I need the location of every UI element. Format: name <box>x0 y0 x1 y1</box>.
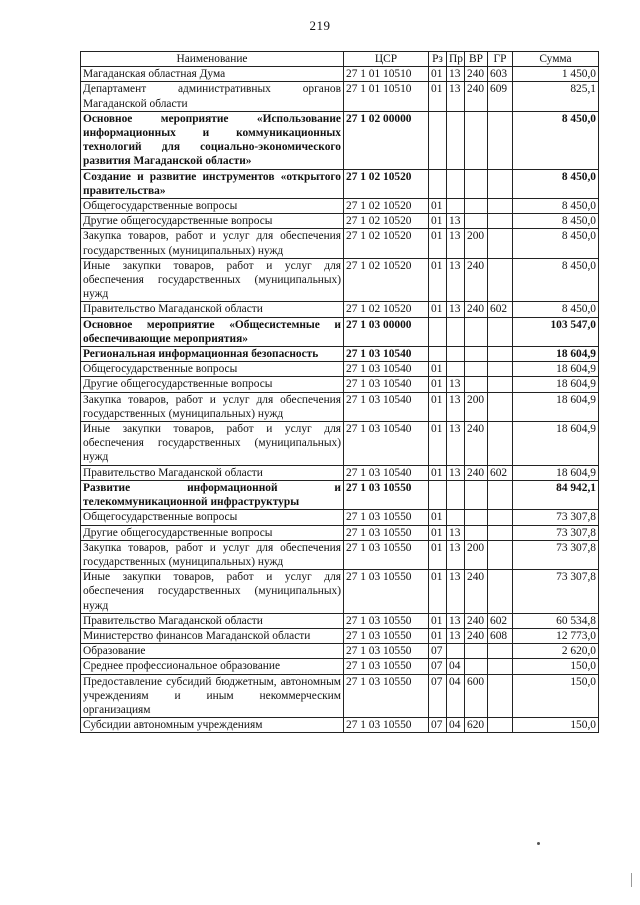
row-pr: 13 <box>447 377 465 392</box>
table-row <box>81 465 599 480</box>
row-pr: 13 <box>447 613 465 628</box>
row-gr <box>488 258 513 302</box>
row-gr <box>488 214 513 229</box>
row-rz: 07 <box>429 659 447 674</box>
row-gr <box>488 570 513 614</box>
row-amount: 8 450,0 <box>513 302 599 317</box>
budget-table <box>80 51 599 733</box>
row-rz: 07 <box>429 718 447 733</box>
table-row <box>81 718 599 733</box>
row-amount: 8 450,0 <box>513 214 599 229</box>
row-gr: 603 <box>488 67 513 82</box>
row-name: Магаданская областная Дума <box>81 67 344 82</box>
table-row <box>81 82 599 111</box>
row-csr: 27 1 03 10540 <box>344 377 429 392</box>
row-amount: 18 604,9 <box>513 465 599 480</box>
row-csr: 27 1 03 10550 <box>344 628 429 643</box>
row-name: Развитие информационной и телекоммуникационной инфраструктуры <box>81 480 344 509</box>
table-row <box>81 302 599 317</box>
row-vr <box>465 169 488 198</box>
row-gr: 602 <box>488 465 513 480</box>
row-name: Закупка товаров, работ и услуг для обеспечения государственных (муниципальных) нужд <box>81 540 344 569</box>
row-name: Другие общегосударственные вопросы <box>81 214 344 229</box>
row-csr: 27 1 02 10520 <box>344 169 429 198</box>
row-name: Иные закупки товаров, работ и услуг для обеспечения государственных (муниципальных) нужд <box>81 422 344 466</box>
row-csr: 27 1 03 10550 <box>344 480 429 509</box>
row-csr: 27 1 03 10550 <box>344 570 429 614</box>
table-row <box>81 480 599 509</box>
row-csr: 27 1 03 10550 <box>344 510 429 525</box>
row-rz: 01 <box>429 525 447 540</box>
row-vr <box>465 362 488 377</box>
row-pr <box>447 510 465 525</box>
row-csr: 27 1 03 10540 <box>344 362 429 377</box>
row-pr: 13 <box>447 214 465 229</box>
row-name: Закупка товаров, работ и услуг для обеспечения государственных (муниципальных) нужд <box>81 229 344 258</box>
row-vr: 240 <box>465 613 488 628</box>
row-gr <box>488 718 513 733</box>
table-row <box>81 392 599 421</box>
row-name: Создание и развитие инструментов «открытого правительства» <box>81 169 344 198</box>
row-rz <box>429 169 447 198</box>
table-row <box>81 510 599 525</box>
row-pr: 13 <box>447 628 465 643</box>
table-row <box>81 659 599 674</box>
table-row <box>81 67 599 82</box>
header-gr: ГР <box>488 52 513 67</box>
row-pr <box>447 169 465 198</box>
row-csr: 27 1 02 10520 <box>344 199 429 214</box>
row-name: Общегосударственные вопросы <box>81 510 344 525</box>
row-vr: 200 <box>465 392 488 421</box>
header-csr: ЦСР <box>344 52 429 67</box>
row-name: Правительство Магаданской области <box>81 613 344 628</box>
row-vr <box>465 111 488 169</box>
row-gr <box>488 169 513 198</box>
row-csr: 27 1 03 10550 <box>344 674 429 718</box>
row-pr: 04 <box>447 718 465 733</box>
row-csr: 27 1 03 00000 <box>344 317 429 346</box>
row-rz <box>429 347 447 362</box>
row-name: Министерство финансов Магаданской области <box>81 628 344 643</box>
row-amount: 18 604,9 <box>513 377 599 392</box>
row-rz: 01 <box>429 199 447 214</box>
table-row <box>81 317 599 346</box>
row-gr <box>488 422 513 466</box>
row-rz: 01 <box>429 229 447 258</box>
row-amount: 84 942,1 <box>513 480 599 509</box>
row-vr: 240 <box>465 258 488 302</box>
row-amount: 18 604,9 <box>513 392 599 421</box>
row-gr <box>488 659 513 674</box>
row-rz: 01 <box>429 302 447 317</box>
table-row <box>81 525 599 540</box>
row-amount: 73 307,8 <box>513 570 599 614</box>
row-vr: 240 <box>465 422 488 466</box>
row-csr: 27 1 03 10550 <box>344 613 429 628</box>
row-vr: 620 <box>465 718 488 733</box>
row-gr <box>488 377 513 392</box>
table-row <box>81 347 599 362</box>
table-row <box>81 258 599 302</box>
row-rz: 01 <box>429 362 447 377</box>
row-csr: 27 1 03 10550 <box>344 659 429 674</box>
row-vr: 240 <box>465 465 488 480</box>
row-pr: 13 <box>447 465 465 480</box>
row-vr <box>465 510 488 525</box>
row-csr: 27 1 03 10550 <box>344 718 429 733</box>
row-name: Иные закупки товаров, работ и услуг для обеспечения государственных (муниципальных) нужд <box>81 258 344 302</box>
page-number: 219 <box>309 18 331 33</box>
header-row <box>81 52 599 67</box>
row-csr: 27 1 02 10520 <box>344 214 429 229</box>
row-name: Основное мероприятие «Общесистемные и обеспечивающие мероприятия» <box>81 317 344 346</box>
row-pr: 13 <box>447 302 465 317</box>
row-pr <box>447 644 465 659</box>
row-rz: 07 <box>429 644 447 659</box>
row-csr: 27 1 02 10520 <box>344 229 429 258</box>
row-name: Правительство Магаданской области <box>81 302 344 317</box>
row-amount: 18 604,9 <box>513 422 599 466</box>
row-rz: 01 <box>429 613 447 628</box>
header-name: Наименование <box>81 52 344 67</box>
row-amount: 8 450,0 <box>513 258 599 302</box>
row-amount: 8 450,0 <box>513 229 599 258</box>
table-row <box>81 422 599 466</box>
table-row <box>81 111 599 169</box>
row-name: Предоставление субсидий бюджетным, автономным учреждениям и иным некоммерческим организациям <box>81 674 344 718</box>
row-gr <box>488 199 513 214</box>
row-name: Другие общегосударственные вопросы <box>81 377 344 392</box>
row-vr <box>465 377 488 392</box>
row-vr: 200 <box>465 229 488 258</box>
header-vr: ВР <box>465 52 488 67</box>
row-csr: 27 1 03 10550 <box>344 540 429 569</box>
row-name: Образование <box>81 644 344 659</box>
row-rz: 07 <box>429 674 447 718</box>
row-vr: 240 <box>465 570 488 614</box>
row-gr <box>488 317 513 346</box>
header-rz: Рз <box>429 52 447 67</box>
row-pr: 13 <box>447 540 465 569</box>
row-name: Общегосударственные вопросы <box>81 362 344 377</box>
table-row <box>81 229 599 258</box>
header-amount: Сумма <box>513 52 599 67</box>
row-pr <box>447 480 465 509</box>
row-vr <box>465 480 488 509</box>
row-pr <box>447 317 465 346</box>
row-amount: 73 307,8 <box>513 510 599 525</box>
row-rz <box>429 480 447 509</box>
row-amount: 150,0 <box>513 674 599 718</box>
row-pr: 13 <box>447 422 465 466</box>
row-vr: 200 <box>465 540 488 569</box>
row-csr: 27 1 03 10540 <box>344 347 429 362</box>
row-pr: 04 <box>447 674 465 718</box>
row-vr <box>465 347 488 362</box>
header-pr: Пр <box>447 52 465 67</box>
row-gr: 609 <box>488 82 513 111</box>
table-row <box>81 613 599 628</box>
row-gr <box>488 480 513 509</box>
table-row <box>81 540 599 569</box>
row-vr <box>465 525 488 540</box>
row-rz: 01 <box>429 67 447 82</box>
row-amount: 18 604,9 <box>513 362 599 377</box>
row-csr: 27 1 01 10510 <box>344 82 429 111</box>
row-gr <box>488 674 513 718</box>
row-pr: 13 <box>447 525 465 540</box>
table-row <box>81 674 599 718</box>
row-csr: 27 1 02 10520 <box>344 258 429 302</box>
table-row <box>81 362 599 377</box>
row-rz: 01 <box>429 510 447 525</box>
row-rz: 01 <box>429 540 447 569</box>
row-name: Закупка товаров, работ и услуг для обеспечения государственных (муниципальных) нужд <box>81 392 344 421</box>
row-pr: 04 <box>447 659 465 674</box>
row-name: Другие общегосударственные вопросы <box>81 525 344 540</box>
row-vr <box>465 659 488 674</box>
row-amount: 103 547,0 <box>513 317 599 346</box>
row-pr: 13 <box>447 258 465 302</box>
row-pr: 13 <box>447 67 465 82</box>
row-vr <box>465 199 488 214</box>
row-amount: 1 450,0 <box>513 67 599 82</box>
row-rz <box>429 111 447 169</box>
row-rz: 01 <box>429 82 447 111</box>
row-vr: 240 <box>465 67 488 82</box>
row-csr: 27 1 03 10540 <box>344 422 429 466</box>
row-amount: 8 450,0 <box>513 169 599 198</box>
row-rz: 01 <box>429 422 447 466</box>
row-gr <box>488 525 513 540</box>
row-rz <box>429 317 447 346</box>
row-rz: 01 <box>429 465 447 480</box>
row-gr <box>488 510 513 525</box>
row-name: Правительство Магаданской области <box>81 465 344 480</box>
table-row <box>81 570 599 614</box>
table-row <box>81 628 599 643</box>
row-pr <box>447 199 465 214</box>
row-pr: 13 <box>447 82 465 111</box>
row-amount: 150,0 <box>513 659 599 674</box>
row-pr: 13 <box>447 392 465 421</box>
row-amount: 73 307,8 <box>513 525 599 540</box>
row-rz: 01 <box>429 628 447 643</box>
row-vr <box>465 644 488 659</box>
row-amount: 18 604,9 <box>513 347 599 362</box>
row-pr: 13 <box>447 229 465 258</box>
row-vr: 240 <box>465 628 488 643</box>
row-amount: 8 450,0 <box>513 111 599 169</box>
row-amount: 8 450,0 <box>513 199 599 214</box>
row-csr: 27 1 01 10510 <box>344 67 429 82</box>
scan-edge-mark <box>631 873 632 887</box>
row-vr: 240 <box>465 82 488 111</box>
row-gr: 608 <box>488 628 513 643</box>
scan-dot <box>537 842 540 845</box>
row-name: Общегосударственные вопросы <box>81 199 344 214</box>
table-row <box>81 377 599 392</box>
row-vr <box>465 317 488 346</box>
row-vr: 600 <box>465 674 488 718</box>
row-gr: 602 <box>488 613 513 628</box>
row-vr <box>465 214 488 229</box>
row-pr <box>447 347 465 362</box>
row-rz: 01 <box>429 214 447 229</box>
row-pr <box>447 362 465 377</box>
row-gr: 602 <box>488 302 513 317</box>
row-csr: 27 1 03 10550 <box>344 525 429 540</box>
row-name: Субсидии автономным учреждениям <box>81 718 344 733</box>
row-rz: 01 <box>429 570 447 614</box>
row-rz: 01 <box>429 258 447 302</box>
row-gr <box>488 347 513 362</box>
row-amount: 73 307,8 <box>513 540 599 569</box>
table-body <box>81 67 599 733</box>
row-name: Региональная информационная безопасность <box>81 347 344 362</box>
table-row <box>81 214 599 229</box>
row-name: Основное мероприятие «Использование информационных и коммуникационных технологий для социально-экономического развития Магаданской области» <box>81 111 344 169</box>
row-csr: 27 1 03 10540 <box>344 465 429 480</box>
row-gr <box>488 362 513 377</box>
row-amount: 12 773,0 <box>513 628 599 643</box>
row-amount: 60 534,8 <box>513 613 599 628</box>
table-row <box>81 169 599 198</box>
table-row <box>81 199 599 214</box>
row-gr <box>488 111 513 169</box>
row-csr: 27 1 02 00000 <box>344 111 429 169</box>
row-rz: 01 <box>429 392 447 421</box>
row-csr: 27 1 03 10540 <box>344 392 429 421</box>
row-pr: 13 <box>447 570 465 614</box>
row-gr <box>488 392 513 421</box>
row-name: Иные закупки товаров, работ и услуг для обеспечения государственных (муниципальных) нужд <box>81 570 344 614</box>
row-gr <box>488 540 513 569</box>
row-vr: 240 <box>465 302 488 317</box>
row-gr <box>488 644 513 659</box>
row-rz: 01 <box>429 377 447 392</box>
row-pr <box>447 111 465 169</box>
row-name: Среднее профессиональное образование <box>81 659 344 674</box>
row-csr: 27 1 03 10550 <box>344 644 429 659</box>
row-name: Департамент административных органов Магаданской области <box>81 82 344 111</box>
row-csr: 27 1 02 10520 <box>344 302 429 317</box>
row-amount: 2 620,0 <box>513 644 599 659</box>
row-amount: 150,0 <box>513 718 599 733</box>
row-amount: 825,1 <box>513 82 599 111</box>
row-gr <box>488 229 513 258</box>
table-row <box>81 644 599 659</box>
